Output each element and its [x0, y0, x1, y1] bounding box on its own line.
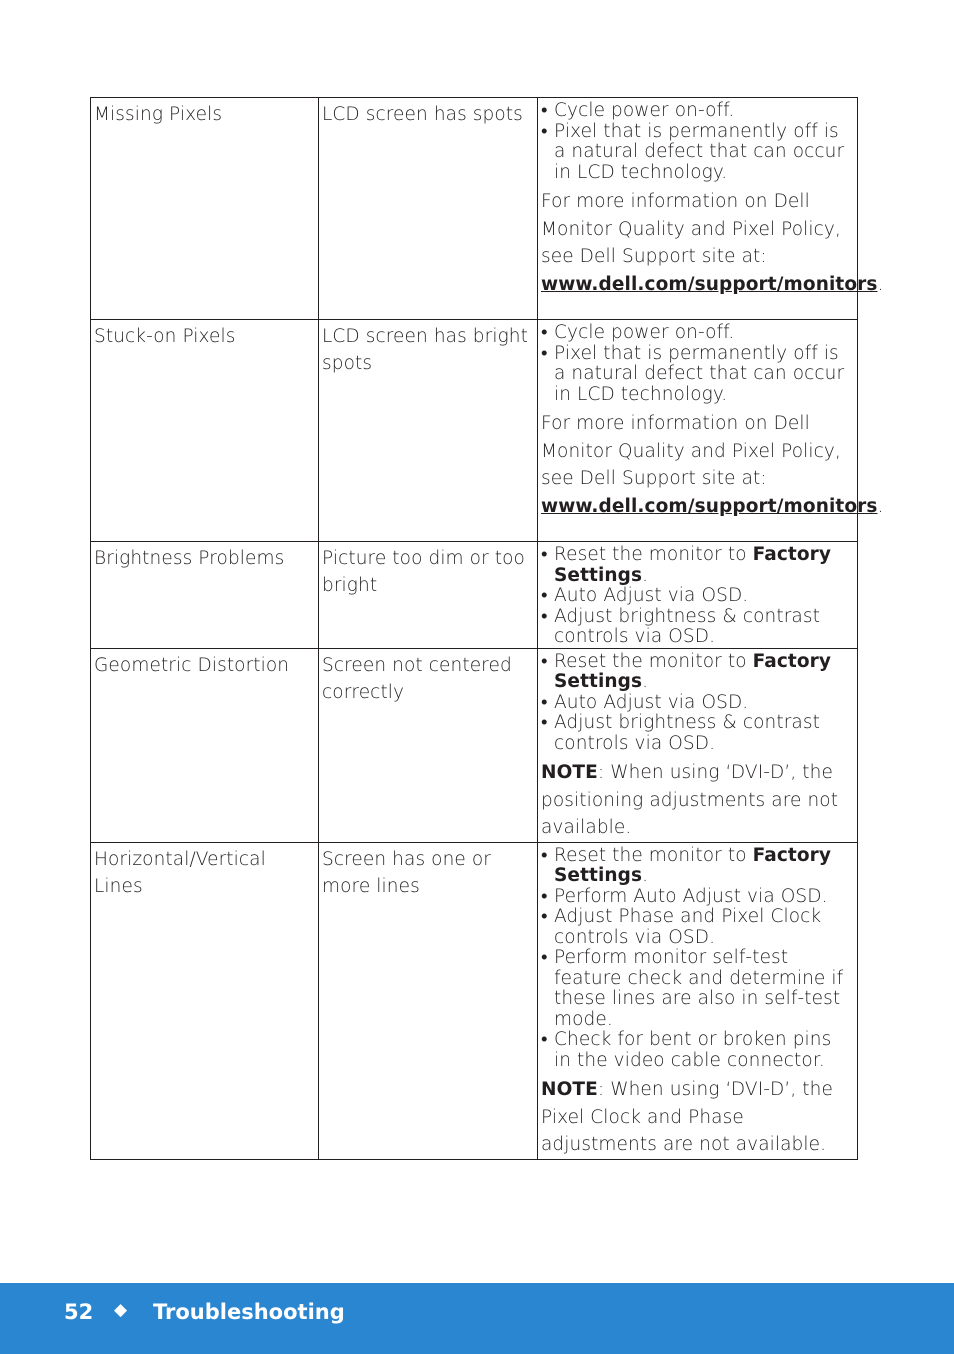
page-footer [0, 1283, 954, 1354]
factory-settings-label: Factory Settings [554, 544, 832, 586]
list-item: • Auto Adjust via OSD. [541, 586, 854, 607]
bullet-suffix: . [642, 671, 649, 692]
troubleshooting-table [90, 97, 884, 1160]
problem-cell: Brightness Problems [91, 542, 319, 649]
more-info-text [541, 188, 884, 298]
bullet-text: Reset the monitor to [554, 844, 753, 866]
solution-cell [538, 320, 884, 542]
list-item: • Pixel that is permanently off is a natural defect that can occur in LCD technology. [541, 122, 854, 184]
factory-settings-label: Factory Settings [554, 844, 832, 886]
problem-cell: Missing Pixels [91, 98, 319, 320]
symptom-cell: Screen has one or more lines [319, 842, 538, 1159]
problem-cell: Horizontal/Vertical Lines [91, 842, 319, 1159]
list-item: • Perform monitor self-test feature check and determine if these lines are also in self-test mode. [541, 948, 854, 1030]
list-item: • Check for bent or broken pins in the video cable connector. [541, 1030, 854, 1071]
note-text [541, 759, 854, 842]
problem-cell: Geometric Distortion [91, 648, 319, 842]
symptom-cell: Picture too dim or too bright [319, 542, 538, 649]
bullet-suffix: . [642, 865, 649, 886]
more-info-label: For more information on Dell Monitor Quality and Pixel Policy, see Dell Support site at: [541, 413, 841, 489]
section-title: Troubleshooting [153, 1300, 345, 1324]
list-item: • Adjust brightness & contrast controls via OSD. [541, 607, 854, 648]
bullet-text: Reset the monitor to [554, 544, 753, 565]
list-item [541, 846, 854, 887]
bullet-suffix: . [642, 564, 649, 586]
table-row [91, 842, 858, 1159]
problem-cell: Stuck-on Pixels [91, 320, 319, 542]
table-row [91, 648, 858, 842]
list-item [541, 545, 854, 586]
more-info-label: For more information on Dell Monitor Quality and Pixel Policy, see Dell Support site at: [541, 191, 841, 267]
dell-support-link[interactable]: www.dell.com/support/monitors [541, 495, 878, 517]
note-body: : When using ‘DVI-D’, the Pixel Clock and Phase adjustments are not available. [541, 1079, 833, 1155]
bullet-text: Reset the monitor to [554, 650, 753, 672]
table-row [91, 98, 858, 320]
factory-settings-label: Factory Settings [554, 650, 832, 692]
symptom-cell: LCD screen has spots [319, 98, 538, 320]
note-text [541, 1076, 854, 1159]
solution-cell [538, 648, 858, 842]
solution-cell [538, 542, 858, 649]
solution-list [541, 101, 854, 183]
note-label: NOTE [541, 762, 598, 783]
link-suffix: . [877, 273, 884, 295]
solution-list [541, 545, 854, 648]
link-suffix: . [877, 495, 884, 517]
symptom-cell: Screen not centered correctly [319, 648, 538, 842]
dell-support-link[interactable]: www.dell.com/support/monitors [541, 273, 878, 295]
list-item: • Adjust Phase and Pixel Clock controls via OSD. [541, 907, 854, 948]
list-item [541, 652, 854, 693]
solution-list [541, 652, 854, 755]
list-item: • Cycle power on-off. [541, 323, 854, 344]
table-row [91, 542, 858, 649]
solution-list [541, 323, 854, 405]
list-item: • Perform Auto Adjust via OSD. [541, 887, 854, 908]
symptom-cell: LCD screen has bright spots [319, 320, 538, 542]
list-item: • Cycle power on-off. [541, 101, 854, 122]
table-row [91, 320, 858, 542]
list-item: • Adjust brightness & contrast controls via OSD. [541, 713, 854, 754]
diamond-icon: ◆ [114, 1300, 128, 1320]
page-number: 52 [64, 1300, 94, 1324]
solution-cell [538, 98, 884, 320]
note-label: NOTE [541, 1079, 598, 1100]
more-info-text [541, 410, 884, 520]
list-item: • Pixel that is permanently off is a natural defect that can occur in LCD technology. [541, 344, 854, 406]
solution-list [541, 846, 854, 1072]
solution-cell [538, 842, 858, 1159]
note-body: : When using ‘DVI-D’, the positioning adjustments are not available. [541, 762, 839, 838]
list-item: • Auto Adjust via OSD. [541, 693, 854, 714]
